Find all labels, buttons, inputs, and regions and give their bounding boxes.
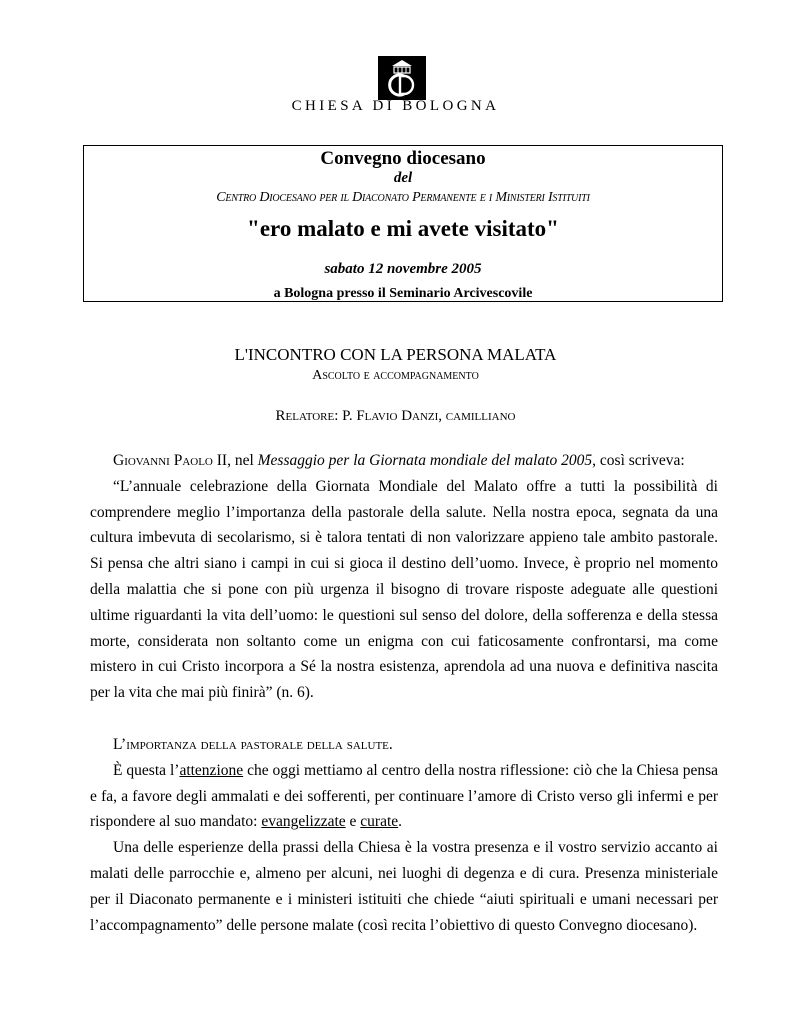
talk-title: L'INCONTRO CON LA PERSONA MALATA [234, 345, 557, 364]
event-place: a Bologna presso il Seminario Arcivescovile [273, 286, 533, 301]
underlined-curate: curate [360, 813, 399, 831]
intro-text-a: II, nel [212, 452, 258, 469]
p3-text-c: e [345, 813, 361, 831]
author-name: Giovanni Paolo [113, 452, 213, 469]
event-date: sabato 12 novembre 2005 [324, 261, 482, 277]
underlined-evangelizzate: evangelizzate [261, 813, 346, 831]
experience-paragraph: Una delle esperienze della prassi della Chiesa è la vostra presenza e il vostro servizio accanto ai malati delle parrocchie e, almeno per alcuni, nei luoghi di degenza e di cura. Presenza ministeriale per il Diaconato permanente e i ministeri istituiti che chiede “aiuti spirituali e umani necessari per l’accompagnamento” delle persone malate (così recita l’obiettivo di questo Convegno diocesano). [90, 839, 718, 934]
intro-text-b: , così scriveva: [592, 452, 685, 469]
attention-paragraph [90, 758, 718, 835]
event-centre: Centro Diocesano per il Diaconato Permanente e i Ministeri Istituiti [216, 190, 590, 205]
event-box [83, 145, 723, 302]
work-title: Messaggio per la Giornata mondiale del malato 2005 [257, 452, 593, 469]
p3-text-d: . [398, 813, 403, 831]
document-body [90, 448, 718, 938]
talk-speaker: Relatore: P. Flavio Danzi, camilliano [275, 408, 516, 424]
p3-text-b: che oggi mettiamo al centro della nostra riflessione: ciò che la Chiesa pensa e fa, a favore degli ammalati e dei sofferenti, per continuare l’amore di Cristo verso gli infermi e per rispondere al suo mandato: [90, 761, 718, 831]
intro-paragraph [90, 448, 718, 474]
quote-paragraph: “L’annuale celebrazione della Giornata Mondiale del Malato offre a tutti la possibilità di comprendere meglio l’importanza della pastorale della salute. Nella nostra epoca, segnata da una cultura imbevuta di secolarismo, si è talora tentati di non valorizzare appieno tale ambito pastorale. Si pensa che altri siano i campi in cui si gioca il destino dell’uomo. Invece, è proprio nel momento della malattia che si pone con più urgenza il bisogno di trovare risposte adeguate alle questioni ultime riguardanti la vita dell’uomo: le questioni sul senso del dolore, della sofferenza e della stessa morte, considerata non soltanto come un enigma con cui faticosamente confrontarsi, ma come mistero in cui Cristo incorpora a Sé la nostra esistenza, aprendola ad una nuova e definitiva nascita per la vita che mai più finirà” (n. 6). [90, 477, 718, 702]
organization-name: CHIESA DI BOLOGNA [291, 98, 500, 114]
event-theme: "ero malato e mi avete visitato" [247, 216, 559, 241]
section-heading: L’importanza della pastorale della salute. [113, 735, 393, 753]
chiesa-di-bologna-logo-icon [378, 56, 426, 100]
talk-subtitle: Ascolto e accompagnamento [312, 368, 479, 383]
p3-text-a: È questa l’ [113, 761, 180, 779]
underlined-attenzione: attenzione [179, 761, 244, 779]
event-title: Convegno diocesano [320, 148, 486, 169]
event-del: del [393, 170, 413, 186]
